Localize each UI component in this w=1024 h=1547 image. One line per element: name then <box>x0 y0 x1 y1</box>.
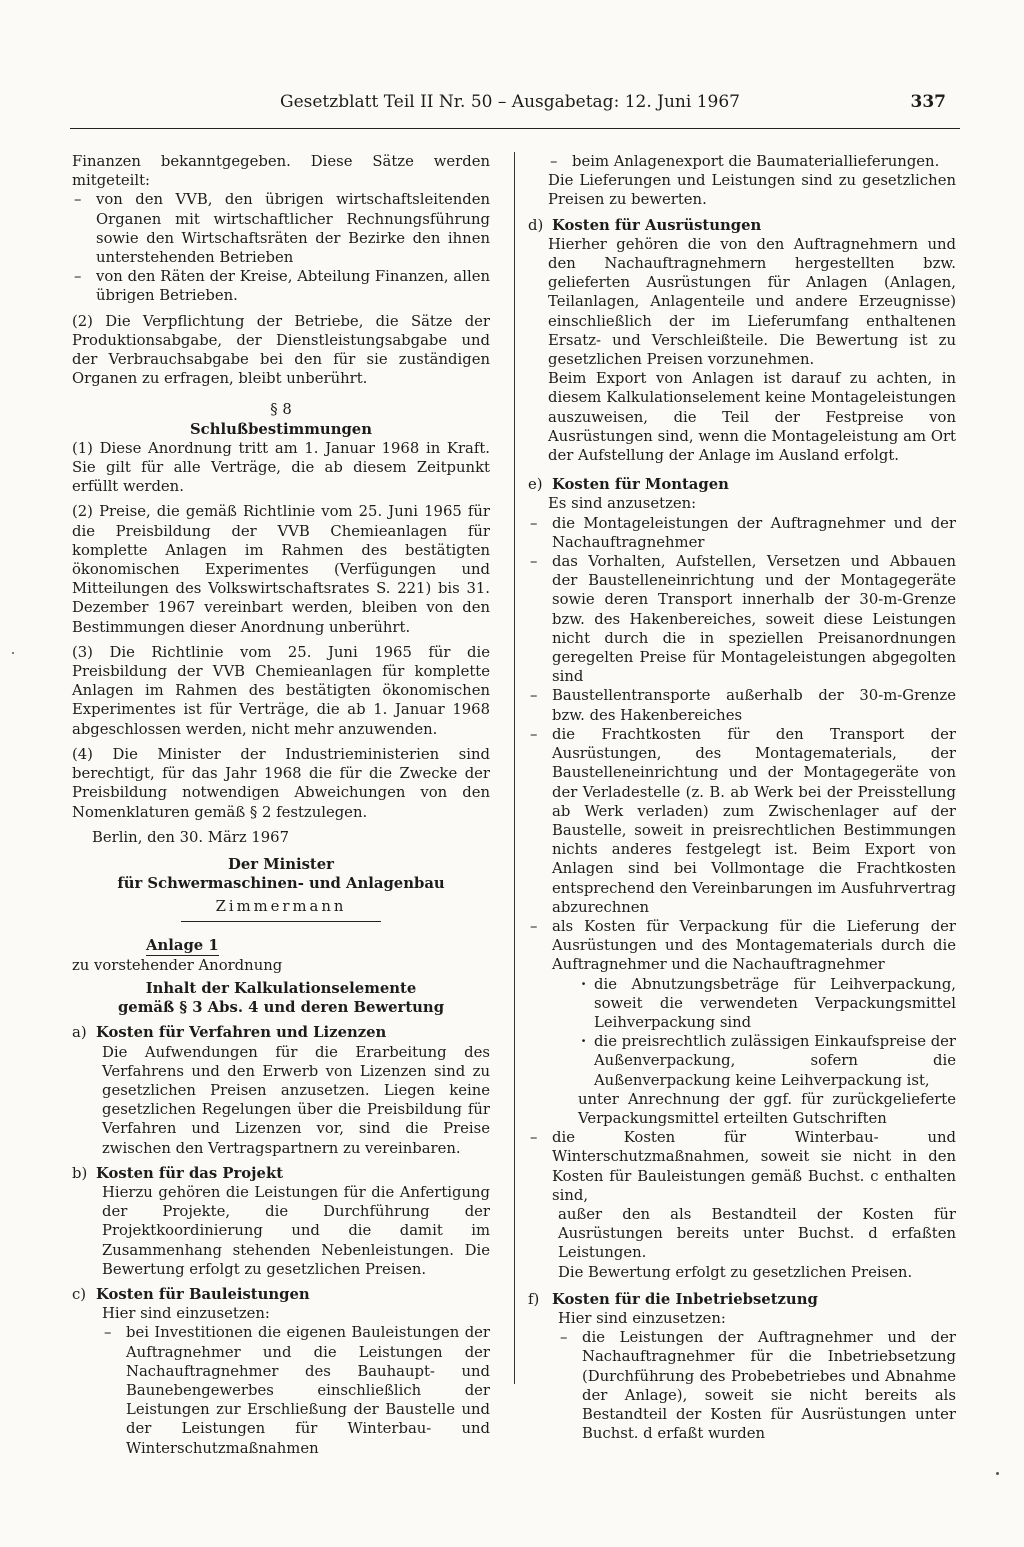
scan-speck <box>12 652 14 654</box>
signer-title-2: für Schwermaschinen- und Anlagenbau <box>117 875 445 893</box>
section-d-heading: d) Kosten für Ausrüstungen <box>528 216 762 234</box>
list-item: – die Leistungen der Auftragnehmer und der Nachauftragnehmer für die Inbetriebsetzung (Durchführung des Probebetriebes und Abnahme der Anlage), soweit sie nicht bereits als Bestandteil der Kosten für Ausrüstungen unter Buchst. d erfaßt wurden <box>558 1328 956 1443</box>
list-item: – beim Anlagenexport die Baumateriallieferungen. <box>548 152 956 171</box>
section-c-intro: Hier sind einzusetzen: <box>102 1305 270 1323</box>
list-item: – von den Räten der Kreise, Abteilung Finanzen, allen übrigen Betrieben. <box>72 267 490 305</box>
section-b-heading: b) Kosten für das Projekt <box>72 1164 284 1182</box>
s8-paragraph-3: (3) Die Richtlinie vom 25. Juni 1965 für die Preisbildung der VVB Chemieanlagen für komplette Anlagen im Rahmen des bestätigten ökonomischen Experimentes ist für Verträge, die ab 1. Januar 1968 abgeschlossen werden, nicht mehr anzuwenden. <box>72 643 490 738</box>
section-d-text-2: Beim Export von Anlagen ist darauf zu achten, in diesem Kalkulationselement keine Montageleistungen auszuweisen, die Teil der Festpreise von Ausrüstungen sind, wenn die Montageleistung am Ort der Aufstellung der Anlage im Ausland erfolgt. <box>548 370 956 465</box>
section-a-text: Die Aufwendungen für die Erarbeitung des Verfahrens und den Erwerb von Lizenzen sind zu gesetzlichen Preisen anzusetzen. Liegen keine gesetzlichen Regelungen über die Preisbildung für Verfahren und Lizenzen vor, sind die Preise zwischen den Vertragspartnern zu vereinbaren. <box>102 1043 490 1157</box>
sub-list-item: · die preisrechtlich zulässigen Einkaufspreise der Außenverpackung, sofern die Außenverpackung keine Leihverpackung ist, <box>578 1032 956 1090</box>
section-f-intro: Hier sind einzusetzen: <box>558 1309 726 1327</box>
list-item: – die Kosten für Winterbau- und Winterschutzmaßnahmen, soweit sie nicht in den Kosten für Bauleistungen gemäß Buchst. c enthalten sind, <box>528 1128 956 1205</box>
list-item: – die Frachtkosten für den Transport der Ausrüstungen, des Montagematerials, der Baustelleneinrichtung und der Montagegeräte von der Verladestelle (z. B. ab Werk bei der Preisstellung ab Werk verladen) zum Zwischenlager auf der Baustelle, soweit in preisrechtlichen Bestimmungen nichts anderes festgelegt ist. Beim Export von Anlagen sind bei Vollmontage die Frachtkosten entsprechend den Vereinbarungen im Ausfuhrvertrag abzurechnen <box>528 725 956 917</box>
signer-name: Zimmermann <box>215 898 347 916</box>
scan-speck <box>996 1472 999 1475</box>
page-number: 337 <box>910 92 946 112</box>
list-item: – als Kosten für Verpackung für die Lieferung der Ausrüstungen und des Montagematerials durch die Auftragnehmer und die Nachauftragnehmer <box>528 917 956 975</box>
section-e-intro: Es sind anzusetzen: <box>548 495 697 513</box>
list-item: – das Vorhalten, Aufstellen, Versetzen und Abbauen der Baustelleneinrichtung und der Montagegeräte sowie deren Transport innerhalb der 30-m-Grenze bzw. des Hakenbereiches, soweit diese Leistungen nicht durch die in speziellen Preisanordnungen geregelten Preise für Montageleistungen abgegolten sind <box>528 552 956 686</box>
section-e-after: außer den als Bestandteil der Kosten für Ausrüstungen bereits unter Buchst. d erfaßten Leistungen. <box>558 1205 956 1262</box>
section-number: § 8 <box>270 401 292 419</box>
gazette-title: Gesetzblatt Teil II Nr. 50 – Ausgabetag: 12. Juni 1967 <box>280 92 740 112</box>
section-title: Schlußbestimmungen <box>190 420 372 438</box>
place-date: Berlin, den 30. März 1967 <box>92 828 290 846</box>
section-d-text-1: Hierher gehören die von den Auftragnehmern und den Nachauftragnehmern hergestellten bzw. gelieferten Ausrüstungen für Anlagen (Anlagen, Teilanlagen, Anlagenteile und andere Erzeugnisse) einschließlich der im Lieferumfang enthaltenen Ersatz- und Verschleißteile. Die Bewertung ist zu gesetzlichen Preisen vorzunehmen. <box>548 235 956 369</box>
left-column <box>72 152 490 1458</box>
section-e-sub-note: unter Anrechnung der ggf. für zurückgelieferte Verpackungsmittel erteilten Gutschriften <box>578 1090 956 1127</box>
right-column <box>528 152 956 1443</box>
section-c-closing: Die Lieferungen und Leistungen sind zu gesetzlichen Preisen zu bewerten. <box>548 172 956 209</box>
list-item: – die Montageleistungen der Auftragnehmer und der Nachauftragnehmer <box>528 514 956 552</box>
section-b-text: Hierzu gehören die Leistungen für die Anfertigung der Projekte, die Durchführung der Projektkoordinierung und die damit im Zusammenhang stehenden Nebenleistungen. Die Bewertung erfolgt zu gesetzlichen Preisen. <box>102 1183 490 1278</box>
anlage-title: Anlage 1 <box>146 936 219 956</box>
section-f-heading: f) Kosten für die Inbetriebsetzung <box>528 1290 818 1308</box>
section-a-heading: a) Kosten für Verfahren und Lizenzen <box>72 1024 387 1042</box>
page-header <box>70 88 960 129</box>
s8-paragraph-2: (2) Preise, die gemäß Richtlinie vom 25. Juni 1965 für die Preisbildung der VVB Chemieanlagen für komplette Anlagen im Rahmen des bestätigten ökonomischen Experimentes (Verfügungen und Mitteilungen des Volkswirtschaftsrates S. 221) bis 31. Dezember 1967 vereinbart werden, bleiben von den Bestimmungen dieser Anordnung unberührt. <box>72 503 490 636</box>
section-c-heading: c) Kosten für Bauleistungen <box>72 1285 310 1303</box>
list-item: – Baustellentransporte außerhalb der 30-m-Grenze bzw. des Hakenbereiches <box>528 686 956 724</box>
s8-paragraph-1: (1) Diese Anordnung tritt am 1. Januar 1968 in Kraft. Sie gilt für alle Verträge, die ab diesem Zeitpunkt erfüllt werden. <box>72 439 490 496</box>
sub-list-item: · die Abnutzungsbeträge für Leihverpackung, soweit die verwendeten Verpackungsmittel Leihverpackung sind <box>578 975 956 1033</box>
s8-paragraph-4: (4) Die Minister der Industrieministerien sind berechtigt, für das Jahr 1968 die für die Zwecke der Preisbildung notwendigen Abweichungen von den Nomenklaturen gemäß § 2 festzulegen. <box>72 745 490 821</box>
anlage-subtitle: zu vorstehender Anordnung <box>72 956 283 974</box>
anlage-heading-1: Inhalt der Kalkulationselemente <box>145 979 417 997</box>
signature-rule <box>181 921 381 922</box>
section-e-heading: e) Kosten für Montagen <box>528 476 729 494</box>
signer-title-1: Der Minister <box>228 855 334 873</box>
list-item: – bei Investitionen die eigenen Bauleistungen der Auftragnehmer und die Leistungen der Nachauftragnehmer des Bauhaupt- und Baunebengewerbes einschließlich der Leistungen zur Erschließung der Baustelle und der Leistungen für Winterbau- und Winterschutzmaßnahmen <box>102 1323 490 1457</box>
intro-paragraph: Finanzen bekanntgegeben. Diese Sätze werden mitgeteilt: <box>72 153 490 190</box>
list-item: – von den VVB, den übrigen wirtschaftsleitenden Organen mit wirtschaftlicher Rechnungsführung sowie den Wirtschaftsräten der Bezirke den ihnen unterstehenden Betrieben <box>72 190 490 267</box>
anlage-heading-2: gemäß § 3 Abs. 4 und deren Bewertung <box>117 999 445 1017</box>
column-divider <box>514 152 515 1384</box>
section-e-evaluation: Die Bewertung erfolgt zu gesetzlichen Preisen. <box>558 1263 913 1281</box>
paragraph-2: (2) Die Verpflichtung der Betriebe, die Sätze der Produktionsabgabe, der Dienstleistungsabgabe und der Verbrauchsabgabe bei den für sie zuständigen Organen zu erfragen, bleibt unberührt. <box>72 312 490 388</box>
